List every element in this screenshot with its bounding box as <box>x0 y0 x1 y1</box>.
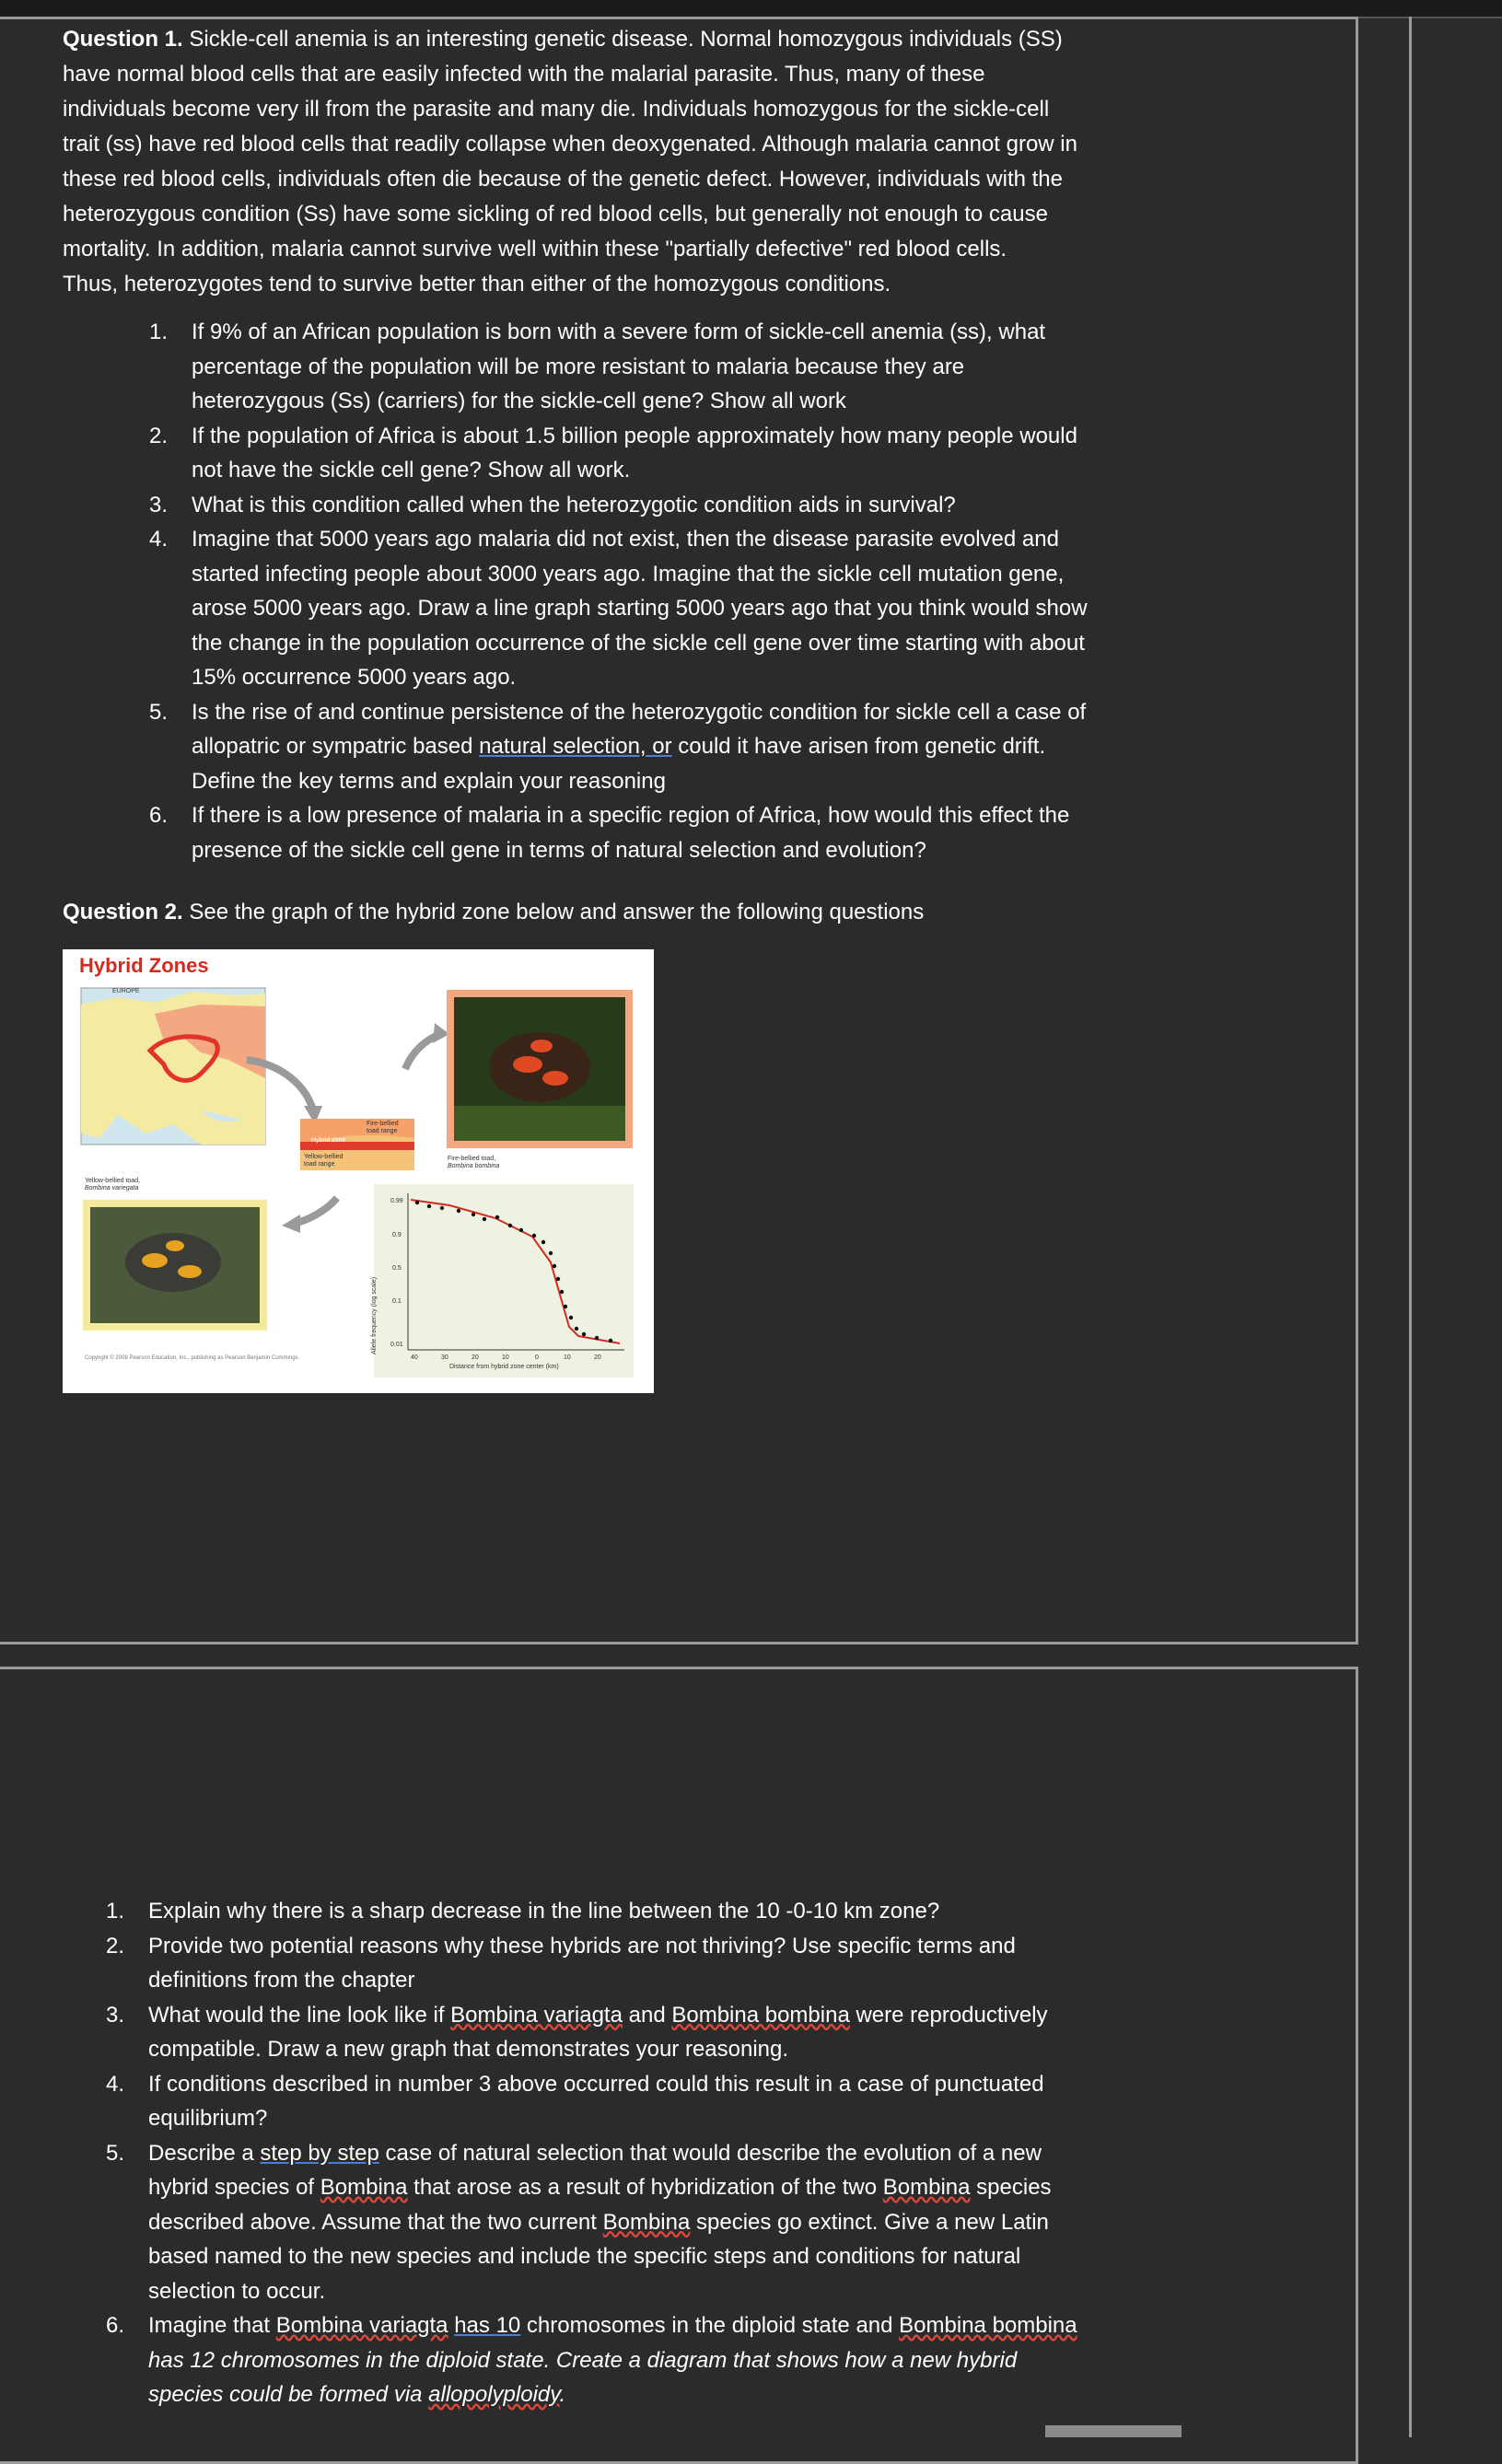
right-border <box>1409 17 1412 2437</box>
top-bar <box>0 0 1502 18</box>
list-item: 4. Imagine that 5000 years ago malaria did not exist, then the disease parasite evolved and started infecting people about 3000 years ago. Imagine that the sickle cell mutation gene, arose 5000 years ago. Draw a line graph starting 5000 years ago that you think would show the change in the population occurrence of the sickle cell gene over time starting with about 15% occurrence 5000 years ago. <box>149 527 1088 690</box>
list-item: 1. Explain why there is a sharp decrease in the line between the 10 -0-10 km zone? <box>106 1899 940 1924</box>
data-point <box>560 1290 564 1294</box>
data-point <box>440 1206 444 1210</box>
x-tick: 40 <box>411 1354 418 1361</box>
map-label-europe: EUROPE <box>112 988 140 994</box>
figure-artwork <box>63 949 654 1393</box>
list-item: 5. Describe a step by step case of natural selection that would describe the evolution of a new hybrid species of Bombina that arose as a result of hybridization of the two Bombina species described above. Assume that the two current Bombina species go extinct. Give a new Latin based named to the new species and include the specific steps and conditions for natural selection to occur. <box>106 2140 1052 2304</box>
question-1-heading: Question 1. <box>63 27 183 52</box>
data-point <box>564 1305 567 1308</box>
scrollbar-thumb[interactable] <box>1045 2425 1182 2437</box>
yellow-range-label: Yellow-bellied toad range <box>304 1154 343 1168</box>
figure-title: Hybrid Zones <box>79 954 209 977</box>
y-tick: 0.01 <box>390 1342 403 1348</box>
copyright: Copyright © 2008 Pearson Education, Inc., publishing as Pearson Benjamin Cummings. <box>85 1355 300 1361</box>
intro-line: mortality. In addition, malaria cannot survive well within these "partially defective" red blood cells. <box>63 237 1007 262</box>
x-tick: 20 <box>594 1354 601 1361</box>
list-item: 3. What would the line look like if Bombina variagta and Bombina bombina were reproductively compatible. Draw a new graph that demonstrates your reasoning. <box>106 2002 1048 2062</box>
fire-range-label: Fire-bellied toad range <box>367 1121 399 1134</box>
list-item: 4. If conditions described in number 3 above occurred could this result in a case of punctuated equilibrium? <box>106 2071 1044 2131</box>
x-tick: 10 <box>564 1354 571 1361</box>
data-point <box>495 1215 499 1219</box>
list-item: 6. Imagine that Bombina variagta has 10 chromosomes in the diploid state and Bombina bombina has 12 chromosomes in the diploid state. Create a diagram that shows how a new hybrid species could be formed via allopolyploidy. <box>106 2313 1077 2407</box>
list-item: 6. If there is a low presence of malaria in a specific region of Africa, how would this effect the presence of the sickle cell gene in terms of natural selection and evolution? <box>149 803 1070 863</box>
x-tick: 10 <box>502 1354 509 1361</box>
data-point <box>609 1339 612 1342</box>
data-point <box>553 1264 556 1268</box>
question-2-heading: Question 2. See the graph of the hybrid zone below and answer the following questions <box>63 900 925 924</box>
x-tick: 20 <box>472 1354 479 1361</box>
list-item: 2. If the population of Africa is about 1.5 billion people approximately how many people would not have the sickle cell gene? Show all work. <box>149 423 1077 482</box>
intro-line: these red blood cells, individuals often die because of the genetic defect. However, individuals with the <box>63 167 1063 192</box>
yellow-toad-label: Yellow-bellied toad, Bombina variegata <box>85 1178 141 1191</box>
intro-line: Question 1. Sickle-cell anemia is an interesting genetic disease. Normal homozygous individuals (SS) <box>63 27 1063 52</box>
data-point <box>541 1240 545 1244</box>
y-axis-label: Allele frequency (log scale) <box>371 1276 378 1354</box>
data-point <box>508 1224 512 1227</box>
data-point <box>532 1234 536 1238</box>
x-tick: 30 <box>441 1354 448 1361</box>
data-point <box>472 1213 475 1216</box>
graph-panel <box>374 1184 634 1377</box>
list-item: 1. If 9% of an African population is born with a severe form of sickle-cell anemia (ss), what percentage of the population will be more resistant to malaria because they are heterozygous (Ss) (carriers) for the sickle-cell gene? Show all work <box>149 320 1046 413</box>
hybrid-zone-label: Hybrid zone <box>311 1137 346 1144</box>
list-item: 3. What is this condition called when the heterozygotic condition aids in survival? <box>149 492 956 517</box>
intro-line: heterozygous condition (Ss) have some sickling of red blood cells, but generally not enough to cause <box>63 202 1048 227</box>
x-axis-label: Distance from hybrid zone center (km) <box>449 1364 559 1370</box>
x-tick: 0 <box>535 1354 539 1361</box>
data-point <box>569 1316 573 1319</box>
data-point <box>415 1201 419 1204</box>
data-point <box>582 1332 586 1336</box>
underlined-text: natural selection, or <box>479 734 672 759</box>
list-item: 2. Provide two potential reasons why these hybrids are not thriving? Use specific terms and definitions from the chapter <box>106 1933 1016 1993</box>
list-item: 5. Is the rise of and continue persistence of the heterozygotic condition for sickle cell a case of allopatric or sympatric based natural selection, or could it have arisen from genetic drift. Define the key terms and explain your reasoning <box>149 699 1087 794</box>
data-point <box>483 1217 486 1221</box>
intro-line: trait (ss) have red blood cells that readily collapse when deoxygenated. Although malaria cannot grow in <box>63 132 1077 157</box>
data-point <box>595 1336 599 1340</box>
question-1-list <box>149 315 1194 867</box>
data-point <box>556 1277 560 1281</box>
data-point <box>427 1204 431 1208</box>
question-2-list <box>106 1894 1202 2412</box>
data-point <box>457 1209 460 1213</box>
y-tick: 0.99 <box>390 1198 403 1204</box>
data-point <box>519 1228 523 1232</box>
intro-line: Thus, heterozygotes tend to survive better than either of the homozygous conditions. <box>63 272 891 296</box>
y-tick: 0.5 <box>392 1265 402 1272</box>
fire-toad-label: Fire-bellied toad, Bombina bombina <box>448 1156 500 1169</box>
data-point <box>549 1251 553 1255</box>
hybrid-zone-figure <box>63 949 654 1393</box>
intro-line: individuals become very ill from the parasite and many die. Individuals homozygous for the sickle-cell <box>63 97 1050 122</box>
data-point <box>575 1327 578 1331</box>
intro-line: have normal blood cells that are easily infected with the malarial parasite. Thus, many of these <box>63 62 985 87</box>
y-tick: 0.1 <box>392 1298 402 1305</box>
y-tick: 0.9 <box>392 1232 402 1238</box>
question-1-intro <box>63 22 1214 302</box>
